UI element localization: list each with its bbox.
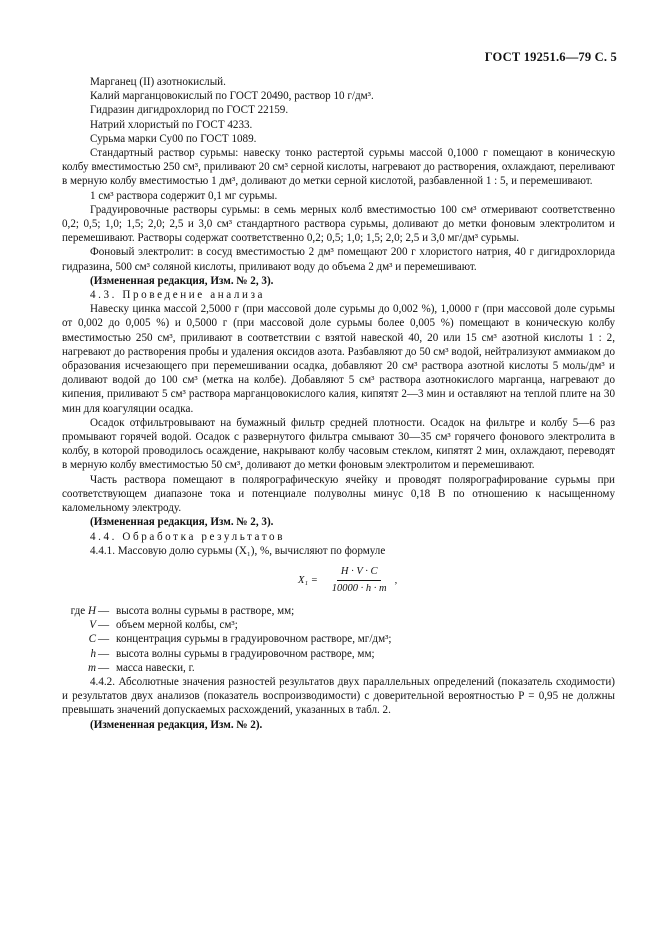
grad-solutions-paragraph: Градуировочные растворы сурьмы: в семь мерных колб вместимостью 100 см³ отмеривают соответственно 0,2; 0,5; 1,0; 1,5; 2,0; 2,5 и 3,0 см³ стандартного раствора сурьмы, доливают до метки фоновым электролитом и перемешивают. Растворы содержат соответственно 0,2; 0,5; 1,0; 1,5; 2,0; 2,5 и 3,0 мг/дм³ сурьмы. [62, 203, 615, 245]
analysis-paragraph: Осадок отфильтровывают на бумажный фильтр средней плотности. Осадок на фильтре и колбу 5—6 раз промывают горячей водой. Осадок с развернутого фильтра смывают 30—35 см³ горячего фонового электролита в колбу, в которой проводилось осаждение, накрывают колбу часовым стеклом, кипятят 2 мин, охлаждают, переводят в мерную колбу вместимостью 50 см³, доливают до метки фоновым электролитом и перемешивают. [62, 416, 615, 472]
formula-tail: , [394, 574, 398, 586]
section-4-4-1-paragraph: 4.4.1. Массовую долю сурьмы (X₁), %, вычисляют по формуле [90, 544, 386, 557]
definition-item [62, 661, 615, 675]
definition-symbol: где H [70, 604, 96, 617]
analysis-paragraph: Часть раствора помещают в полярографическую ячейку и проводят полярографирование сурьмы при соответствующем диапазоне тока и потенциале полуволны минус 0,18 В по отношению к насыщенному каломельному электроду. [62, 473, 615, 515]
definitions-list [62, 604, 615, 675]
definition-symbol: h [90, 647, 96, 660]
definition-item [62, 604, 615, 618]
std-content-paragraph: 1 см³ раствора содержит 0,1 мг сурьмы. [90, 189, 278, 202]
revision-note: (Измененная редакция, Изм. № 2, 3). [90, 516, 274, 529]
reagent-line: Гидразин дигидрохлорид по ГОСТ 22159. [90, 104, 289, 117]
reagent-line: Сурьма марки Су00 по ГОСТ 1089. [90, 132, 257, 145]
definition-text: масса навески, г. [116, 661, 195, 674]
formula-denominator: 10000 · h · m [331, 583, 387, 595]
background-electrolyte-paragraph: Фоновый электролит: в сосуд вместимостью 2 дм³ помещают 200 г хлористого натрия, 40 г дигидрохлорида гидразина, 500 см³ соляной кислоты, приливают воду до объема 2 дм³ и перемешивают. [62, 246, 615, 273]
definition-dash: — [98, 661, 110, 674]
definition-dash: — [98, 647, 110, 660]
section-4-4-2-paragraph: 4.4.2. Абсолютные значения разностей результатов двух параллельных определений (показатель сходимости) и результатов двух анализов (показатель воспроизводимости) с доверительной вероятностью P = 0,95 не должны превышать значений допускаемых расхождений, указанных в табл. 2. [62, 675, 615, 717]
definition-dash: — [98, 619, 110, 632]
definition-item [62, 632, 615, 646]
definition-dash: — [98, 633, 110, 646]
std-solution-paragraph: Стандартный раствор сурьмы: навеску тонко растертой сурьмы массой 0,1000 г помещают в коническую колбу вместимостью 250 см³, приливают 20 см³ серной кислоты, нагревают до растворения, охлаждают, переливают в мерную колбу вместимостью 1 дм³, доливают до метки серной кислотой, разбавленной 1 : 5, и перемешивают. [62, 147, 615, 188]
page-content [62, 75, 615, 732]
definition-text: объем мерной колбы, см³; [116, 619, 238, 632]
definition-text: высота волны сурьмы в градуировочном растворе, мм; [116, 647, 375, 660]
definition-text: концентрация сурьмы в градуировочном растворе, мг/дм³; [116, 633, 392, 646]
formula [62, 564, 615, 598]
page-header: ГОСТ 19251.6—79 С. 5 [484, 50, 617, 64]
formula-lhs: X₁ = [298, 574, 318, 586]
where-word: где [70, 604, 86, 617]
formula-fraction [328, 565, 391, 596]
definition-item [62, 618, 615, 632]
definition-item [62, 647, 615, 661]
formula-numerator: H · V · C [337, 565, 382, 581]
definition-symbol: C [88, 633, 96, 646]
revision-note: (Измененная редакция, Изм. № 2, 3). [90, 274, 274, 287]
section-heading-4-4: 4.4. Обработка результатов [90, 530, 286, 543]
reagent-line: Марганец (II) азотнокислый. [90, 76, 226, 88]
definition-dash: — [98, 604, 110, 617]
definition-symbol: m [87, 661, 96, 674]
revision-note: (Измененная редакция, Изм. № 2). [90, 718, 263, 731]
definition-text: высота волны сурьмы в растворе, мм; [116, 604, 295, 617]
section-heading-4-3: 4.3. Проведение анализа [90, 289, 266, 302]
definition-symbol: V [89, 619, 96, 632]
analysis-paragraph: Навеску цинка массой 2,5000 г (при массовой доле сурьмы до 0,002 %), 1,0000 г (при массовой доле сурьмы от 0,002 до 0,005 %) и 0,5000 г (при массовой доле сурьмы более 0,005 %) помещают в коническую колбу вместимостью 250 см³, приливают в соответствии с взятой навеской 40, 20 или 15 см³ азотной кислоты 1 : 2, нагревают до растворения пробы и удаления оксидов азота. Разбавляют до 50 см³ водой, нейтрализуют аммиаком до образования исчезающего при перемешивании осадка, добавляют 20 см³ раствора азотной кислоты 5 моль/дм³ и доливают водой до 100 см³ (метка на колбе). Добавляют 5 см³ раствора азотнокислого марганца, нагревают до кипения, приливают 5 см³ раствора марганцовокислого калия, кипятят 2—3 мин и оставляют на теплой плите на 30 мин для коагуляции осадка. [62, 303, 615, 415]
reagent-line: Калий марганцовокислый по ГОСТ 20490, раствор 10 г/дм³. [90, 90, 374, 103]
reagent-line: Натрий хлористый по ГОСТ 4233. [90, 118, 253, 131]
